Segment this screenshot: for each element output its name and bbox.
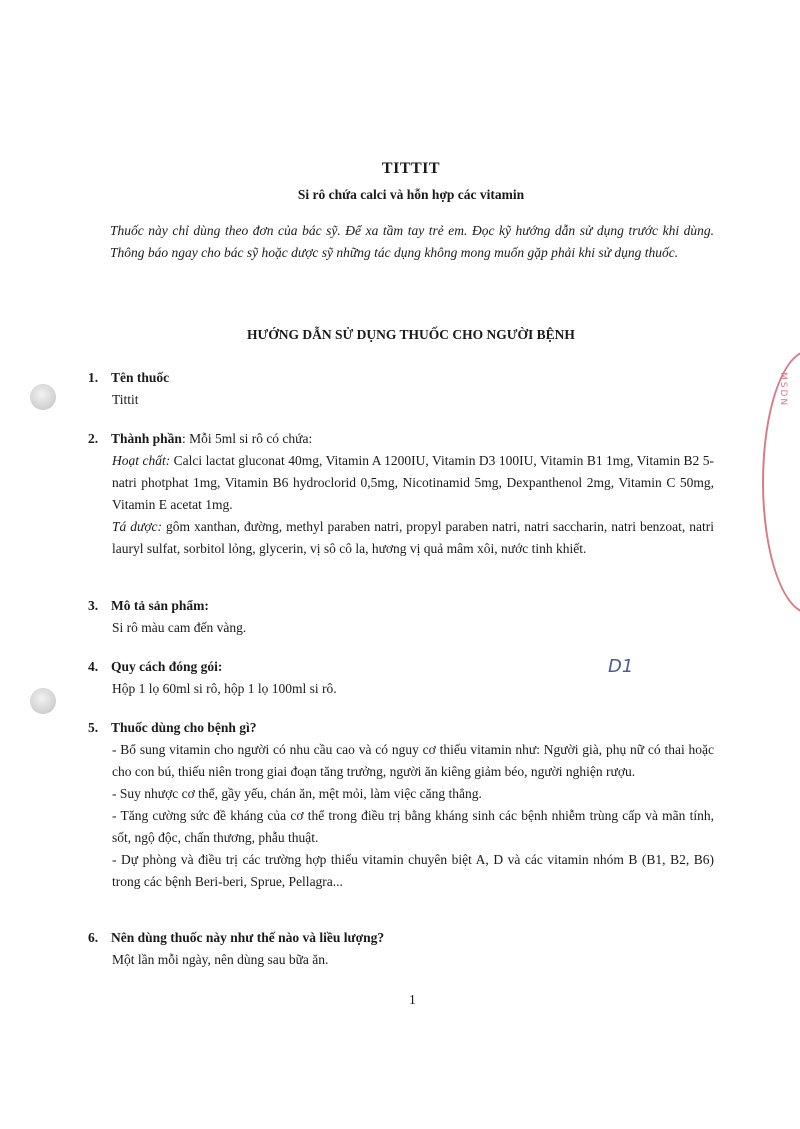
excipient-text: gôm xanthan, đường, methyl paraben natri, propyl paraben natri, natri saccharin, natri benzoat, natri lauryl sulfat, sorbitol lỏng, glycerin, vị sô cô la, hương vị quả mâm xôi, nước tinh khiết.: [112, 519, 714, 556]
section-title-text: Nên dùng thuốc này như thế nào và liều lượng?: [111, 930, 385, 945]
list-item: - Suy nhược cơ thể, gầy yếu, chán ăn, mệt mỏi, làm việc căng thẳng.: [112, 786, 482, 801]
section-heading: HƯỚNG DẪN SỬ DỤNG THUỐC CHO NGƯỜI BỆNH: [247, 327, 575, 342]
section-title: [88, 367, 714, 389]
list-item: - Tăng cường sức đề kháng của cơ thể trong điều trị bằng kháng sinh các bệnh nhiễm trùng cấp và mãn tính, sốt, ngộ độc, chấn thương, phẫu thuật.: [112, 808, 714, 845]
section-title: [88, 717, 714, 739]
section-body: Tittit: [112, 392, 139, 407]
list-item: - Bổ sung vitamin cho người có nhu cầu cao và có nguy cơ thiếu vitamin như: Người già, phụ nữ có thai hoặc cho con bú, thiếu niên trong giai đoạn tăng trưởng, người ăn kiêng giảm béo, người nghiện rượu.: [112, 742, 714, 779]
section-number: 5.: [88, 720, 99, 735]
list-item: - Dự phòng và điều trị các trường hợp thiếu vitamin chuyên biệt A, D và các vitamin nhóm B (B1, B2, B6) trong các bệnh Beri-beri, Sprue, Pellagra...: [112, 852, 714, 889]
document-subtitle: Si rô chứa calci và hỗn hợp các vitamin: [297, 187, 525, 202]
section-title-text: Mô tả sản phẩm:: [111, 598, 209, 613]
excipient-label: Tá dược:: [112, 519, 163, 534]
section-6: [88, 927, 714, 971]
active-text: Calci lactat gluconat 40mg, Vitamin A 1200IU, Vitamin D3 100IU, Vitamin B1 1mg, Vitamin B2 5-natri photphat 1mg, Vitamin B6 hydroclorid 0,5mg, Nicotinamid 5mg, Dexpanthenol 2mg, Vitamin C 50mg, Vitamin E acetat 1mg.: [112, 453, 714, 512]
punch-hole: [30, 384, 56, 410]
punch-hole: [30, 688, 56, 714]
section-title-text: Tên thuốc: [111, 370, 170, 385]
section-title: [88, 595, 714, 617]
section-number: 6.: [88, 930, 99, 945]
section-number: 4.: [88, 659, 99, 674]
active-ingredients: [88, 450, 714, 516]
handwritten-annotation: D1: [608, 656, 634, 677]
section-5: [88, 717, 714, 893]
section-title-suffix: : Mỗi 5ml si rô có chứa:: [181, 431, 313, 446]
section-body: Một lần mỗi ngày, nên dùng sau bữa ăn.: [112, 952, 329, 967]
section-title-text: Quy cách đóng gói:: [111, 659, 223, 674]
section-body: Hộp 1 lọ 60ml si rô, hộp 1 lọ 100ml si rô.: [112, 681, 337, 696]
section-number: 2.: [88, 431, 99, 446]
page-number: 1: [409, 992, 416, 1007]
section-body: Si rô màu cam đến vàng.: [112, 620, 247, 635]
active-label: Hoạt chất:: [112, 453, 171, 468]
section-number: 3.: [88, 598, 99, 613]
stamp-text: MSDN: [778, 372, 788, 408]
section-4: [88, 656, 714, 700]
section-title-text: Thành phần: [111, 431, 182, 446]
section-title: [88, 428, 714, 450]
warning-text: Thuốc này chỉ dùng theo đơn của bác sỹ. Để xa tầm tay trẻ em. Đọc kỹ hướng dẫn sử dụng trước khi dùng. Thông báo ngay cho bác sỹ hoặc dược sỹ những tác dụng không mong muốn gặp phải khi sử dụng thuốc.: [110, 223, 714, 260]
section-3: [88, 595, 714, 639]
section-number: 1.: [88, 370, 99, 385]
excipients: [88, 516, 714, 560]
section-1: [88, 367, 714, 411]
section-title: [88, 656, 714, 678]
document-title: TITTIT: [381, 160, 441, 177]
section-2: [88, 428, 714, 560]
section-title: [88, 927, 714, 949]
section-title-text: Thuốc dùng cho bệnh gì?: [111, 720, 257, 735]
